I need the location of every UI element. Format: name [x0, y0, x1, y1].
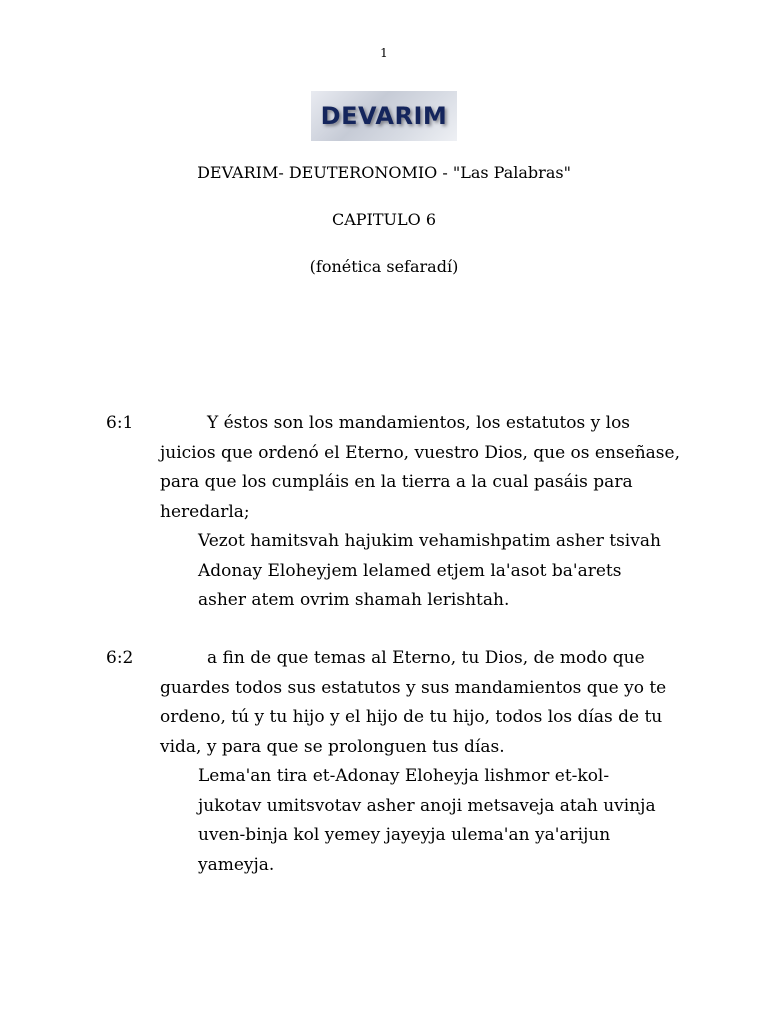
verse-number: 6:2 — [106, 648, 134, 668]
verse-number: 6:1 — [106, 413, 134, 433]
book-title: DEVARIM- DEUTERONOMIO - "Las Palabras" — [197, 163, 571, 182]
page-number: 1 — [380, 46, 388, 60]
verse-phonetic-text: Lema'an tira et-Adonay Eloheyja lishmor et-kol-jukotav umitsvotav asher anoji metsaveja atah uvinja uven-binja kol yemey jayeyja ulema'an ya'arijun yameyja. — [198, 766, 656, 875]
devarim-logo — [311, 91, 457, 141]
chapter-title: CAPITULO 6 — [331, 210, 437, 229]
verse-phonetic-text: Vezot hamitsvah hajukim vehamishpatim asher tsivah Adonay Eloheyjem lelamed etjem la'asot ba'arets asher atem ovrim shamah lerishtah. — [198, 531, 661, 610]
phonetic-note: (fonética sefaradí) — [309, 257, 459, 276]
logo-text: DEVARIM — [320, 102, 448, 130]
verse-spanish-text: a fin de que temas al Eterno, tu Dios, de modo que guardes todos sus estatutos y sus mandamientos que yo te ordeno, tú y tu hijo y el hijo de tu hijo, todos los días de tu vida, y para que se prolonguen tus días. — [160, 648, 667, 757]
verse-block — [0, 409, 768, 616]
verse-block — [0, 644, 768, 880]
verse-spanish-text: Y éstos son los mandamientos, los estatutos y los juicios que ordenó el Eterno, vuestro Dios, que os enseñase, para que los cumpláis en la tierra a la cual pasáis para heredarla; — [160, 413, 680, 522]
